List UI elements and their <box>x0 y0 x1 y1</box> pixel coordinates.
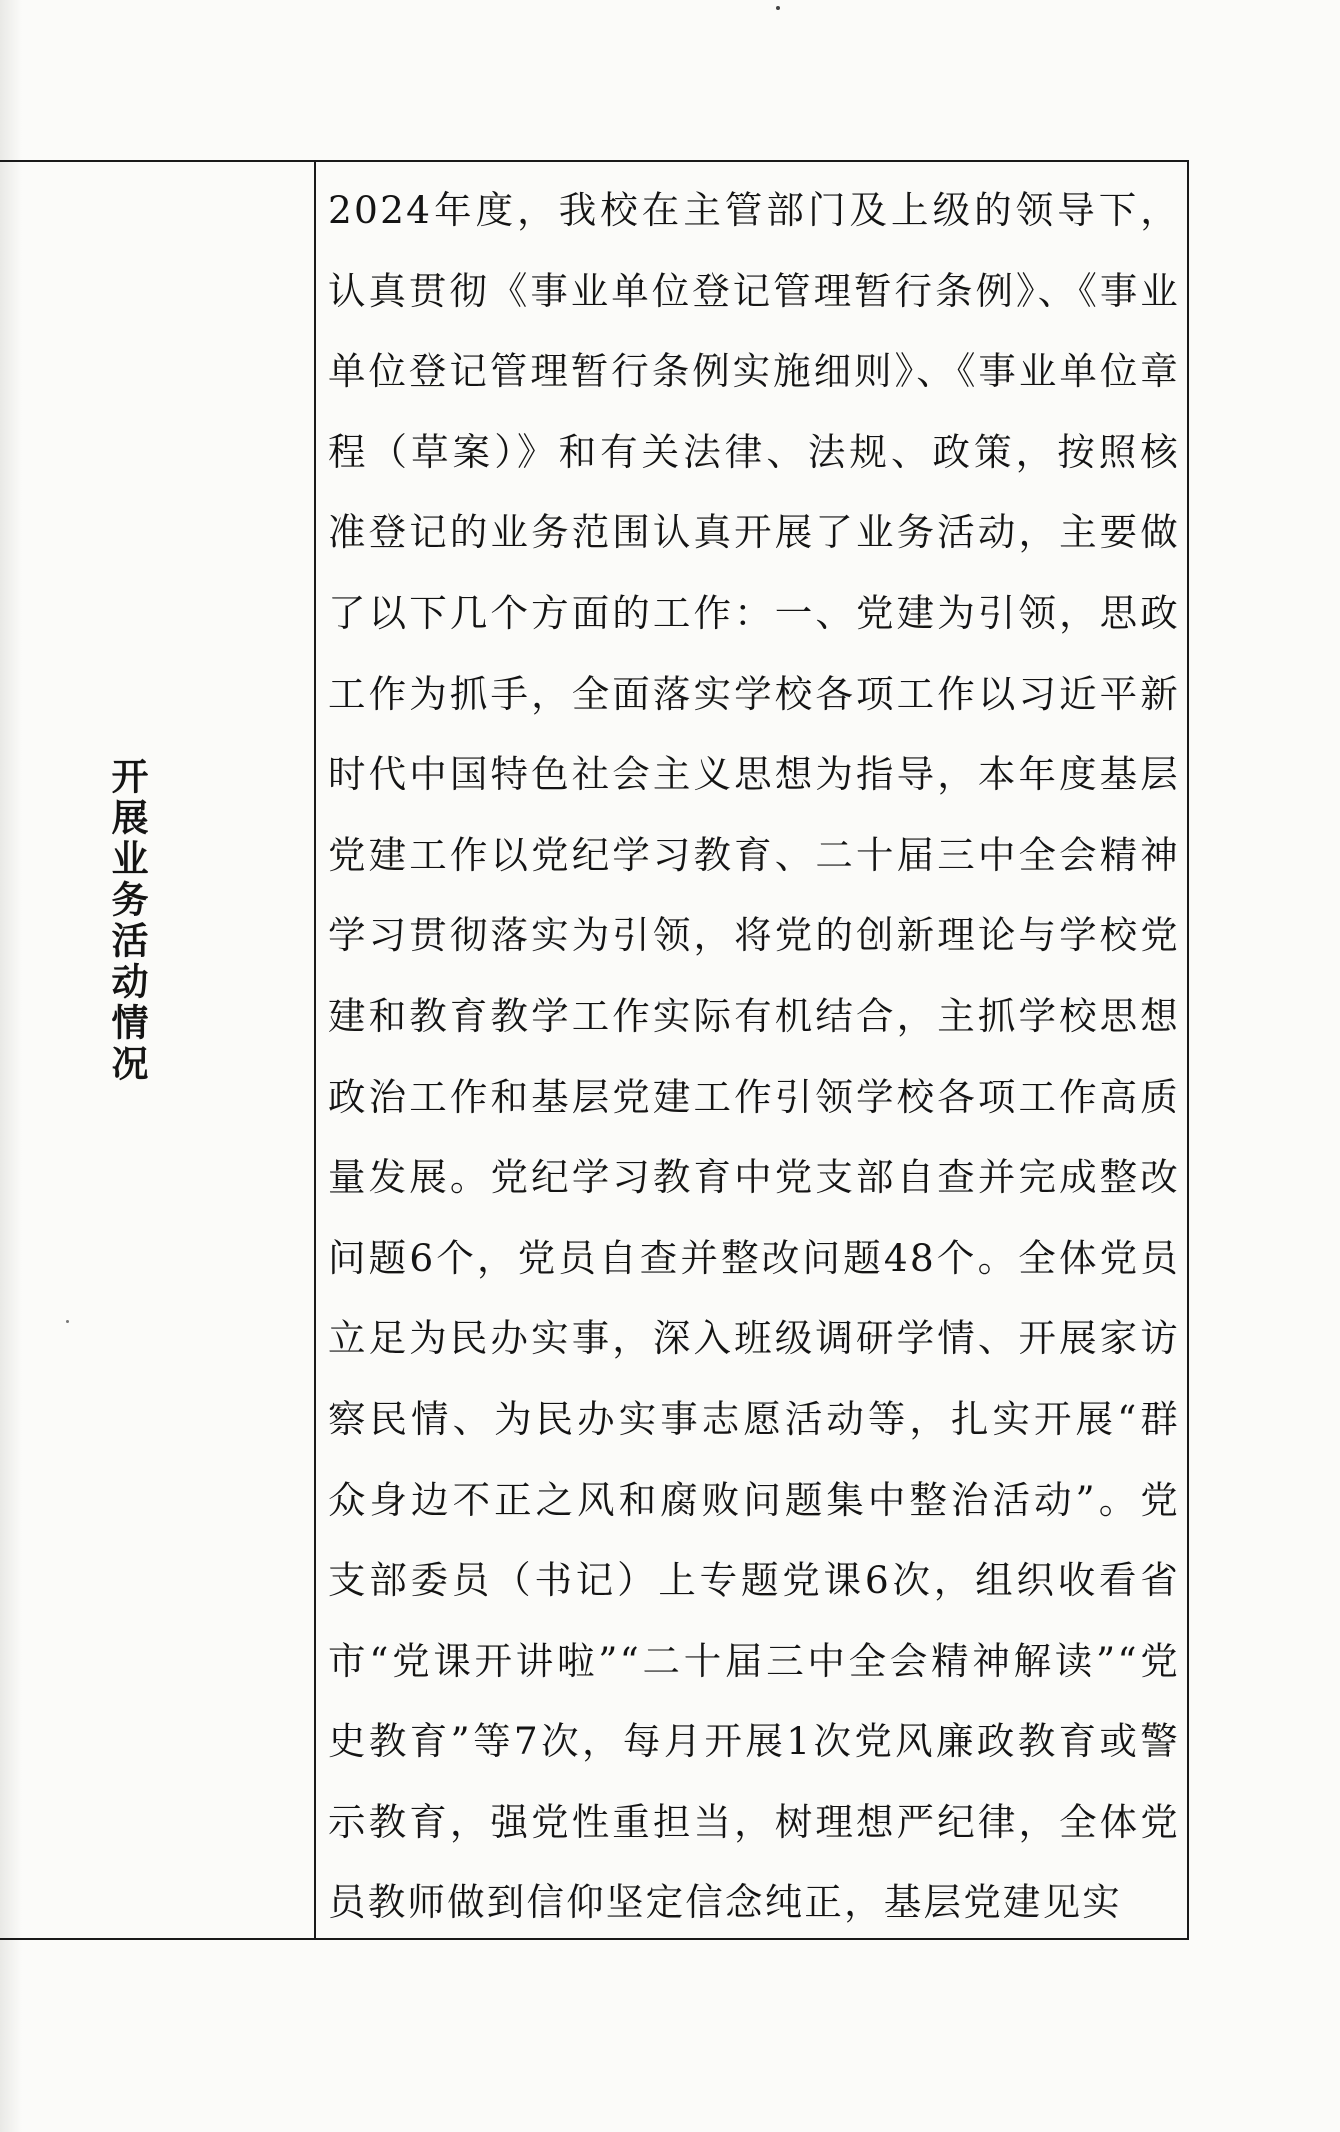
form-table <box>0 160 1189 1940</box>
row-label: 开展业务活动情况 <box>105 757 148 1085</box>
label-cell <box>0 162 316 1938</box>
content-cell <box>316 162 1187 1938</box>
scan-speck <box>776 6 780 10</box>
activity-description: 2024年度，我校在主管部门及上级的领导下，认真贯彻《事业单位登记管理暂行条例》、《事业单位登记管理暂行条例实施细则》、《事业单位章程（草案）》和有关法律、法规、政策，按照核准登记的业务范围认真开展了业务活动，主要做了以下几个方面的工作：一、党建为引领，思政工作为抓手，全面落实学校各项工作以习近平新时代中国特色社会主义思想为指导，本年度基层党建工作以党纪学习教育、二十届三中全会精神学习贯彻落实为引领，将党的创新理论与学校党建和教育教学工作实际有机结合，主抓学校思想政治工作和基层党建工作引领学校各项工作高质量发展。党纪学习教育中党支部自查并完成整改问题6个，党员自查并整改问题48个。全体党员立足为民办实事，深入班级调研学情、开展家访察民情、为民办实事志愿活动等，扎实开展“群众身边不正之风和腐败问题集中整治活动”。党支部委员（书记）上专题党课6次，组织收看省市“党课开讲啦”“二十届三中全会精神解读”“党史教育”等7次，每月开展1次党风廉政教育或警示教育，强党性重担当，树理想严纪律，全体党员教师做到信仰坚定信念纯正，基层党建见实 <box>328 188 1180 1925</box>
